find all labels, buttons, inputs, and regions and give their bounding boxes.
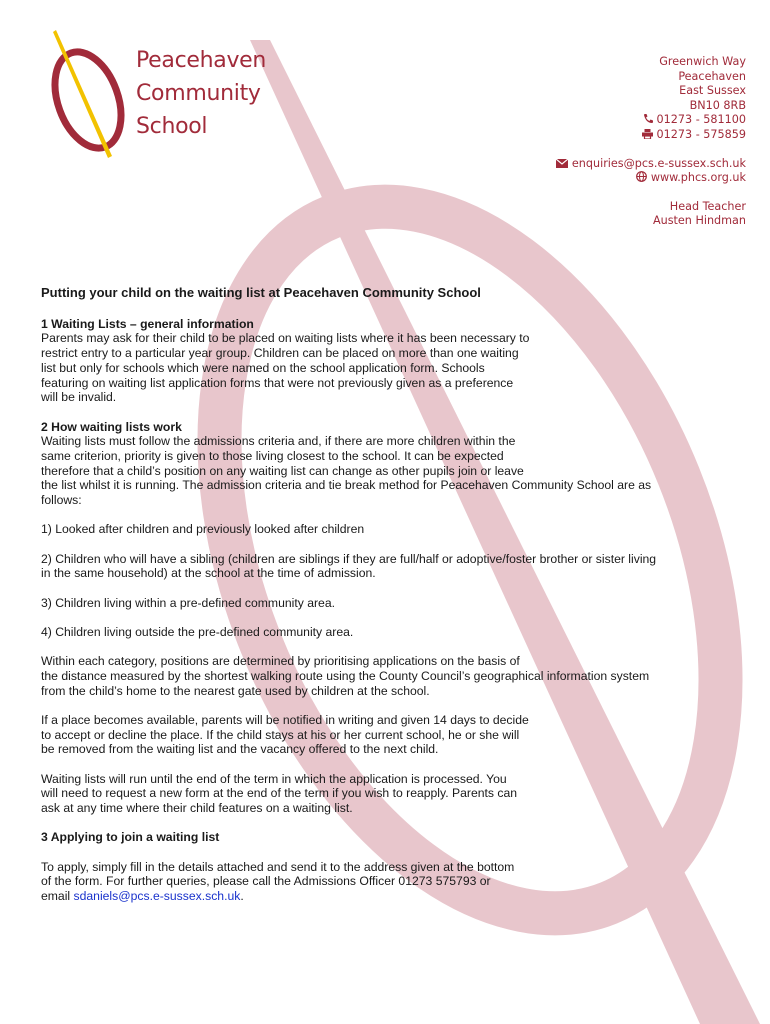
- address-line-1: Greenwich Way: [659, 55, 746, 68]
- section-2: [41, 420, 731, 508]
- s2-line: follows:: [41, 493, 82, 508]
- section-1-heading: 1 Waiting Lists – general information: [41, 316, 254, 331]
- school-name-line-3: School: [136, 114, 208, 139]
- email-line[interactable]: [556, 157, 746, 172]
- criterion-3: [41, 596, 731, 611]
- s2-line: therefore that a child’s position on any waiting list can change as other pupils join or leave: [41, 463, 524, 478]
- criterion-line: 2) Children who will have a sibling (children are siblings if they are full/half or adoptive/foster brother or sister living: [41, 551, 657, 566]
- paragraph-apply: [41, 860, 731, 904]
- school-name: [136, 44, 266, 143]
- s2-line: Waiting lists must follow the admissions criteria and, if there are more children within the: [41, 434, 516, 449]
- contact-block: [556, 55, 746, 229]
- website-line[interactable]: [556, 171, 746, 186]
- address-postcode: BN10 8RB: [689, 98, 746, 112]
- paragraph-place: [41, 713, 731, 757]
- school-logo-icon: [38, 28, 130, 163]
- text-line: the distance measured by the shortest walking route using the County Council’s geographical information system: [41, 668, 650, 683]
- address-line-2: Peacehaven: [678, 69, 746, 83]
- criterion-line: 1) Looked after children and previously looked after children: [41, 522, 365, 537]
- s1-line: restrict entry to a particular year group. Children can be placed on more than one waiting: [41, 346, 519, 361]
- phone-number: 01273 - 581100: [656, 113, 746, 127]
- paragraph-category: [41, 654, 731, 698]
- fax-number: 01273 - 575859: [656, 127, 746, 141]
- text-line: be removed from the waiting list and the vacancy offered to the next child.: [41, 742, 439, 757]
- text-fragment: email: [41, 889, 74, 904]
- letter-body: [41, 286, 731, 918]
- section-1: [41, 317, 731, 405]
- paragraph-term: [41, 772, 731, 816]
- s1-line: list but only for schools which were named on the school application form. Schools: [41, 360, 485, 375]
- criterion-1: [41, 522, 731, 537]
- text-line: Within each category, positions are determined by prioritising applications on the basis of: [41, 654, 520, 669]
- s1-line: featuring on waiting list application forms that were not previously given as a preference: [41, 375, 514, 390]
- text-line: Waiting lists will run until the end of the term in which the application is processed. You: [41, 771, 507, 786]
- text-line: of the form. For further queries, please call the Admissions Officer 01273 575793 or: [41, 874, 491, 889]
- head-teacher-title: Head Teacher: [669, 199, 746, 213]
- fax-line: [556, 128, 746, 143]
- criterion-2: [41, 552, 731, 581]
- phone-line: [556, 113, 746, 128]
- globe-icon: [636, 171, 647, 182]
- criterion-line: 3) Children living within a pre-defined community area.: [41, 595, 335, 610]
- website-link[interactable]: www.phcs.org.uk: [650, 171, 746, 185]
- head-teacher-name: Austen Hindman: [652, 214, 746, 228]
- text-line: ask at any time where their child features on a waiting list.: [41, 801, 353, 816]
- school-name-line-1: Peacehaven: [136, 48, 267, 73]
- text-line: If a place becomes available, parents will be notified in writing and given 14 days to decide: [41, 712, 529, 727]
- section-3-heading: 3 Applying to join a waiting list: [41, 830, 220, 845]
- s1-line: Parents may ask for their child to be placed on waiting lists where it has been necessary to: [41, 331, 530, 346]
- document-title: Putting your child on the waiting list at Peacehaven Community School: [41, 285, 481, 300]
- text-line: from the child’s home to the nearest gate used by children at the school.: [41, 683, 430, 698]
- text-fragment: .: [240, 889, 244, 904]
- fax-icon: [642, 129, 653, 139]
- text-line: to accept or decline the place. If the child stays at his or her current school, he or she will: [41, 727, 520, 742]
- text-line: will need to request a new form at the end of the term if you wish to reapply. Parents can: [41, 786, 518, 801]
- phone-icon: [643, 114, 653, 124]
- email-link[interactable]: enquiries@pcs.e-sussex.sch.uk: [571, 156, 746, 170]
- school-name-line-2: Community: [136, 81, 261, 106]
- criterion-line: 4) Children living outside the pre-defined community area.: [41, 624, 354, 639]
- section-3: [41, 830, 731, 845]
- text-line: To apply, simply fill in the details attached and send it to the address given at the bottom: [41, 859, 515, 874]
- admissions-email-link[interactable]: sdaniels@pcs.e-sussex.sch.uk: [73, 889, 241, 904]
- criterion-4: [41, 625, 731, 640]
- criterion-line: in the same household) at the school at the time of admission.: [41, 566, 376, 581]
- email-icon: [556, 159, 568, 168]
- s1-line: will be invalid.: [41, 390, 117, 405]
- s2-line: same criterion, priority is given to those living closest to the school. It can be expected: [41, 448, 504, 463]
- section-2-heading: 2 How waiting lists work: [41, 419, 182, 434]
- s2-line: the list whilst it is running. The admission criteria and tie break method for Peacehaven Community School are as: [41, 478, 652, 493]
- address-line-3: East Sussex: [679, 84, 746, 98]
